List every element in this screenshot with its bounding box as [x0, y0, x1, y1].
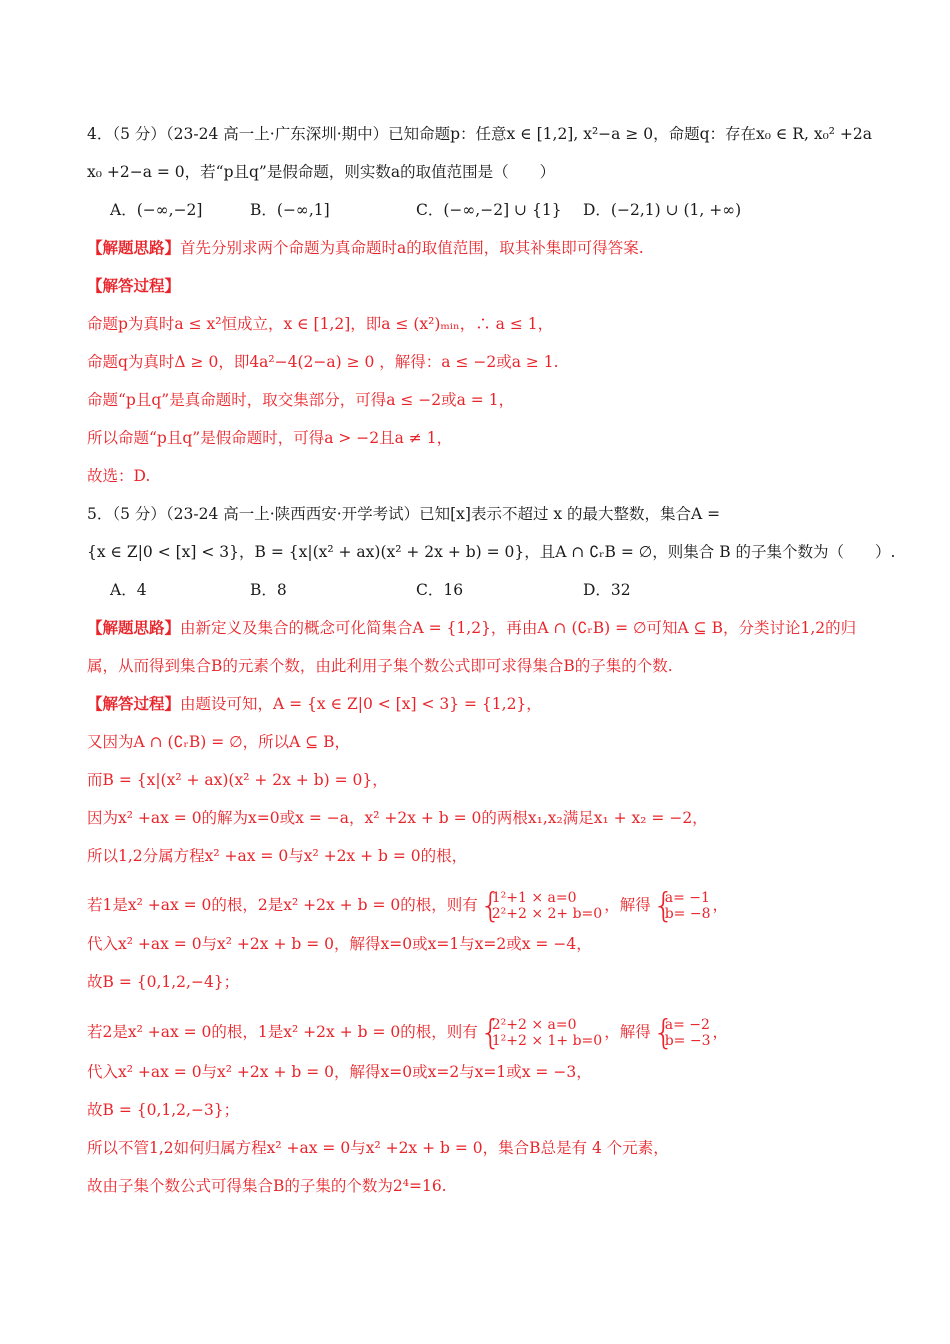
q5-case-1-step-2: 故B = {0,1,2,−4}； — [87, 973, 240, 991]
q5-case-2-eq-2: 1²+2 × 1+ b=0 — [491, 1033, 603, 1049]
q5-process — [87, 694, 542, 714]
q5-step-2: 而B = {x|(x² + ax)(x² + 2x + b) = 0}， — [87, 771, 388, 789]
q5-case-2-step-1: 代入x² +ax = 0与x² +2x + b = 0，解得x=0或x=2与x=1或x = −3， — [87, 1063, 592, 1081]
q5-step-4: 所以1,2分属方程x² +ax = 0与x² +2x + b = 0的根， — [87, 847, 468, 865]
q5-case-1 — [87, 886, 729, 926]
q4-option-c: C．(−∞,−2] ∪ {1} — [416, 201, 562, 219]
q4-idea — [87, 238, 644, 258]
q5-idea — [87, 618, 856, 638]
q4-answer: 故选：D. — [87, 467, 151, 485]
q5-option-b: B．8 — [250, 581, 287, 599]
q4-step-3: 命题“p且q”是真命题时，取交集部分，可得a ≤ −2或a = 1， — [87, 391, 515, 409]
q4-option-d: D．(−2,1) ∪ (1, +∞) — [583, 201, 742, 219]
q5-case-1-pre: 若1是x² +ax = 0的根，2是x² +2x + b = 0的根，则有 — [87, 896, 478, 914]
left-brace-icon: { — [479, 886, 502, 926]
left-brace-icon: { — [652, 1013, 675, 1053]
q5-option-c: C．16 — [416, 581, 464, 599]
q4-option-a: A．(−∞,−2] — [110, 201, 203, 219]
q5-case-2-system — [479, 1013, 603, 1053]
q4-stem-line-1: 4．（5 分）（23-24 高一上·广东深圳·期中）已知命题p：任意x ∈ [1,2], x²−a ≥ 0，命题q：存在x₀ ∈ R, x₀² +2a — [87, 125, 873, 143]
q5-case-2-sol-1: a= −2 — [664, 1017, 710, 1033]
q5-case-2-pre: 若2是x² +ax = 0的根，1是x² +2x + b = 0的根，则有 — [87, 1023, 478, 1041]
q5-stem-line-1: 5．（5 分）（23-24 高一上·陕西西安·开学考试）已知[x]表示不超过 x 的最大整数，集合A = — [87, 505, 721, 523]
q5-process-label: 【解答过程】 — [87, 694, 181, 713]
left-brace-icon: { — [652, 886, 675, 926]
q5-case-1-eq-2: 2²+2 × 2+ b=0 — [491, 906, 603, 922]
q4-idea-text: 首先分别求两个命题为真命题时a的取值范围，取其补集即可得答案. — [180, 239, 644, 257]
q5-option-a: A．4 — [110, 581, 147, 599]
q5-case-2 — [87, 1013, 729, 1053]
q5-case-1-system — [479, 886, 603, 926]
q5-stem-line-2: {x ∈ Z|0 < [x] < 3}，B = {x|(x² + ax)(x² + 2x + b) = 0}，且A ∩ ∁ᵣB = ∅，则集合 B 的子集个数为（ ）. — [87, 543, 896, 561]
q5-case-1-sol-2: b= −8 — [664, 906, 711, 922]
q5-case-1-step-1: 代入x² +ax = 0与x² +2x + b = 0，解得x=0或x=1与x=2或x = −4， — [87, 935, 592, 953]
q4-step-2: 命题q为真时Δ ≥ 0，即4a²−4(2−a) ≥ 0 ，解得：a ≤ −2或a ≥ 1. — [87, 353, 559, 371]
q4-idea-label: 【解题思路】 — [87, 238, 181, 257]
left-brace-icon: { — [479, 1013, 502, 1053]
q5-step-3: 因为x² +ax = 0的解为x=0或x = −a，x² +2x + b = 0的两根x₁,x₂满足x₁ + x₂ = −2， — [87, 809, 708, 827]
q5-case-1-sol-1: a= −1 — [664, 890, 710, 906]
q5-step-1: 又因为A ∩ (∁ᵣB) = ∅，所以A ⊆ B， — [87, 733, 351, 751]
q5-case-2-mid: ，解得 — [604, 1023, 651, 1041]
q5-case-2-solution — [652, 1013, 711, 1053]
q5-idea-label: 【解题思路】 — [87, 618, 181, 637]
q4-option-b: B．(−∞,1] — [250, 201, 330, 219]
q5-idea-text-2: 属，从而得到集合B的元素个数，由此利用子集个数公式即可求得集合B的子集的个数. — [87, 657, 673, 675]
q5-idea-text-1: 由新定义及集合的概念可化简集合A = {1,2}，再由A ∩ (∁ᵣB) = ∅可知A ⊆ B，分类讨论1,2的归 — [180, 619, 857, 637]
q5-case-1-mid: ，解得 — [604, 896, 651, 914]
q4-step-4: 所以命题“p且q”是假命题时，可得a > −2且a ≠ 1， — [87, 429, 453, 447]
q5-case-2-post: ， — [712, 1023, 729, 1041]
q5-case-2-sol-2: b= −3 — [664, 1033, 711, 1049]
q5-case-2-step-2: 故B = {0,1,2,−3}； — [87, 1101, 240, 1119]
q4-process-label: 【解答过程】 — [87, 276, 181, 295]
q5-case-2-eq-1: 2²+2 × a=0 — [491, 1017, 577, 1033]
q4-stem-line-2: x₀ +2−a = 0，若“p且q”是假命题，则实数a的取值范围是（ ） — [87, 163, 556, 181]
q5-conclusion: 所以不管1,2如何归属方程x² +ax = 0与x² +2x + b = 0，集合B总是有 4 个元素， — [87, 1139, 669, 1157]
q5-final-answer: 故由子集个数公式可得集合B的子集的个数为2⁴=16. — [87, 1177, 447, 1195]
q5-case-1-post: ， — [712, 896, 729, 914]
q5-option-d: D．32 — [583, 581, 631, 599]
q5-case-1-eq-1: 1²+1 × a=0 — [491, 890, 577, 906]
q5-process-first: 由题设可知，A = {x ∈ Z|0 < [x] < 3} = {1,2}， — [180, 695, 542, 713]
q4-step-1: 命题p为真时a ≤ x²恒成立，x ∈ [1,2]，即a ≤ (x²)ₘᵢₙ，∴ a ≤ 1， — [87, 315, 554, 333]
q5-case-1-solution — [652, 886, 711, 926]
